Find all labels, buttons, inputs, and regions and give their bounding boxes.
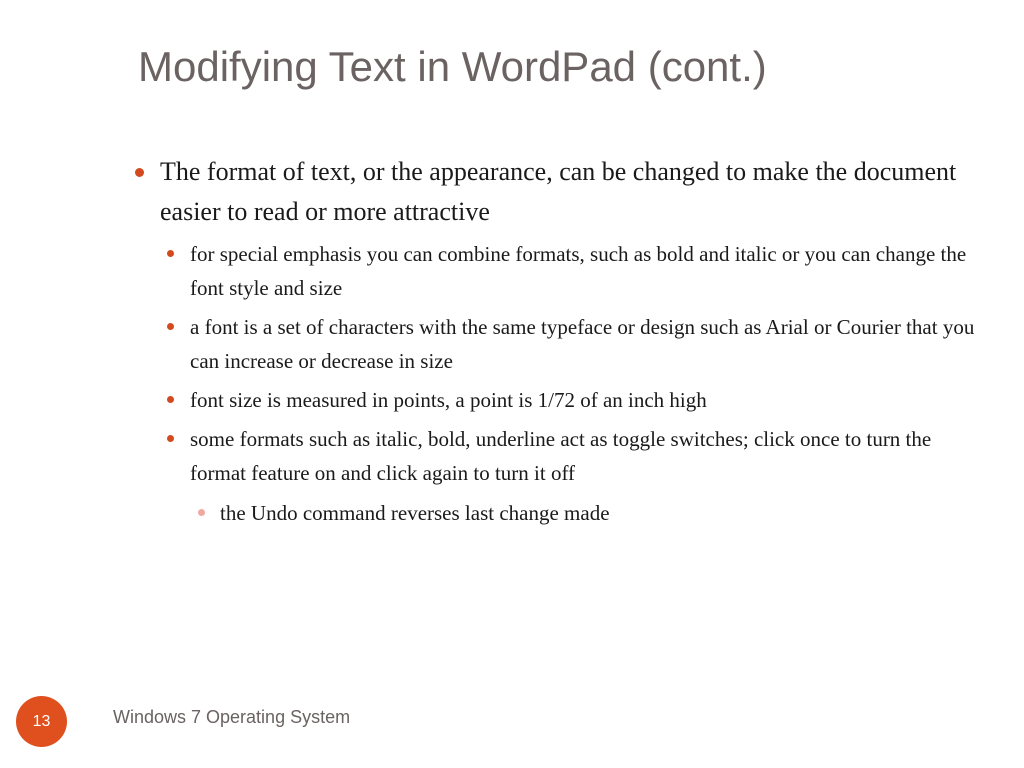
slide-body — [132, 150, 992, 530]
sub-bullet-item-1 — [162, 237, 992, 305]
sub-sub-bullet-item-1 — [193, 496, 992, 530]
bullet-dot-icon — [167, 435, 174, 442]
bullet-dot-icon — [167, 396, 174, 403]
bullet-text: The format of text, or the appearance, can be changed to make the document easier to read or more attractive — [160, 157, 957, 226]
bullet-dot-icon — [198, 509, 205, 516]
bullet-dot-icon — [167, 323, 174, 330]
sub-sub-bullet-text: the Undo command reverses last change made — [220, 501, 610, 525]
sub-bullet-item-3 — [162, 383, 992, 417]
sub-bullet-text: a font is a set of characters with the same typeface or design such as Arial or Courier that you can increase or decrease in size — [190, 315, 975, 373]
sub-bullet-item-4 — [162, 422, 992, 490]
sub-bullet-item-2 — [162, 310, 992, 378]
sub-bullet-text: for special emphasis you can combine formats, such as bold and italic or you can change the font style and size — [190, 242, 967, 300]
sub-bullet-text: font size is measured in points, a point is 1/72 of an inch high — [190, 388, 707, 412]
sub-bullet-text: some formats such as italic, bold, underline act as toggle switches; click once to turn the format feature on and click again to turn it off — [190, 427, 932, 485]
bullet-item-1 — [132, 152, 992, 232]
bullet-dot-icon — [167, 250, 174, 257]
slide-title: Modifying Text in WordPad (cont.) — [138, 43, 767, 90]
footer-text: Windows 7 Operating System — [113, 707, 351, 727]
bullet-dot-icon — [135, 168, 144, 177]
page-number-badge: 13 — [16, 696, 67, 747]
